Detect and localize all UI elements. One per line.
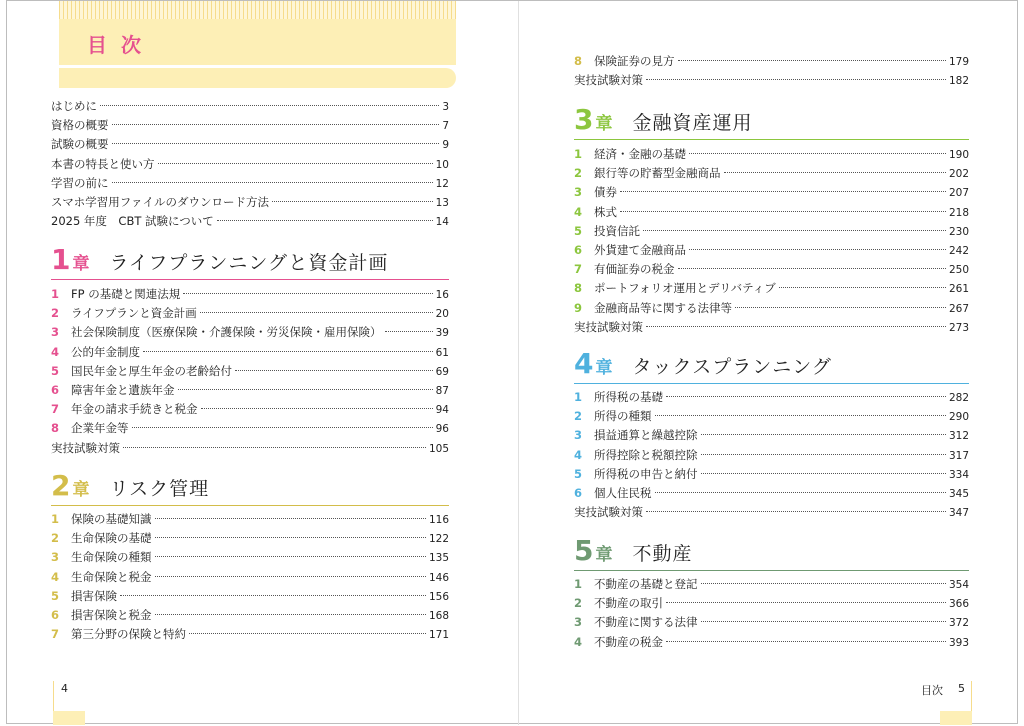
item-page: 7 <box>442 120 449 133</box>
dot-leader <box>643 229 946 231</box>
dot-leader <box>158 162 433 164</box>
item-number: 7 <box>574 262 583 277</box>
dot-leader <box>178 388 433 390</box>
dot-leader <box>143 350 433 352</box>
item-label: 生命保険と税金 <box>71 569 152 584</box>
item-number: 5 <box>51 588 60 603</box>
item-label: スマホ学習用ファイルのダウンロード方法 <box>51 195 270 209</box>
chapter1-item <box>51 362 449 381</box>
page-gutter <box>518 1 519 725</box>
dot-leader <box>155 575 426 577</box>
item-number: 3 <box>574 185 583 200</box>
page-number-right: 5 <box>958 682 965 695</box>
toc-title: 目次 <box>87 33 155 57</box>
item-page: 156 <box>428 590 449 603</box>
chapter2-item <box>51 587 449 606</box>
item-label: 実技試験対策 <box>574 73 643 87</box>
item-label: 不動産の税金 <box>594 634 663 649</box>
dot-leader <box>655 491 946 493</box>
item-label: 保険の基礎知識 <box>71 512 152 526</box>
dot-leader <box>646 510 946 512</box>
item-number: 4 <box>574 634 583 649</box>
item-page: 12 <box>435 177 449 190</box>
item-page: 61 <box>435 346 449 359</box>
chapter-title: タックスプランニング <box>632 356 832 378</box>
item-number: 4 <box>574 447 583 462</box>
chapter4-item <box>574 484 969 503</box>
item-page: 345 <box>948 488 969 500</box>
chapter2-item <box>51 548 449 567</box>
item-label: 年金の請求手続きと税金 <box>71 402 198 417</box>
chapter2-practice <box>574 71 969 90</box>
chapter3-item <box>574 241 969 260</box>
item-page: 354 <box>948 579 969 591</box>
chapter3-item <box>574 260 969 279</box>
item-label: 2025 年度 CBT 試験について <box>51 214 214 229</box>
item-label: 所得税の基礎 <box>594 390 663 404</box>
dot-leader <box>155 517 426 519</box>
item-number: 2 <box>574 409 583 424</box>
item-label: 金融商品等に関する法律等 <box>594 300 732 315</box>
dot-leader <box>100 104 439 106</box>
item-number: 1 <box>574 390 583 404</box>
folio-tab-right <box>940 711 972 725</box>
banner-main <box>59 19 456 65</box>
item-page: 290 <box>948 411 969 424</box>
chapter1-item <box>51 419 449 438</box>
chapter1-item <box>51 285 449 304</box>
chapter-number: 1 <box>51 243 71 276</box>
chapter5-item <box>574 613 969 632</box>
book-spread <box>6 0 1018 724</box>
item-page: 146 <box>428 571 449 584</box>
item-label: 社会保険制度（医療保険・介護保険・労災保険・雇用保険） <box>71 325 382 340</box>
dot-leader <box>701 472 946 474</box>
dot-leader <box>689 248 946 250</box>
dot-leader <box>200 311 433 313</box>
item-number: 1 <box>51 512 60 526</box>
item-number: 8 <box>574 281 583 296</box>
dot-leader <box>120 594 426 596</box>
item-label: FP の基礎と関連法規 <box>71 287 181 301</box>
chapter3-item <box>574 279 969 298</box>
item-page: 312 <box>948 430 969 443</box>
dot-leader <box>701 453 946 455</box>
item-label: 生命保険の種類 <box>71 550 152 565</box>
dot-leader <box>235 369 433 371</box>
item-page: 20 <box>435 308 449 321</box>
chapter1-practice <box>51 439 449 458</box>
chapter1-item <box>51 400 449 419</box>
item-page: 273 <box>948 321 969 334</box>
folio-line-right <box>971 681 972 711</box>
dot-leader <box>655 414 946 416</box>
item-label: 企業年金等 <box>71 421 129 436</box>
chapter4-item <box>574 388 969 407</box>
item-label: 国民年金と厚生年金の老齢給付 <box>71 363 232 378</box>
chapter4-item <box>574 465 969 484</box>
chapter-suffix: 章 <box>595 114 613 134</box>
dot-leader <box>385 330 433 332</box>
item-page: 69 <box>435 365 449 378</box>
item-page: 105 <box>428 442 449 455</box>
item-page: 9 <box>442 139 449 152</box>
item-number: 2 <box>51 306 60 321</box>
chapter-number: 4 <box>574 347 594 380</box>
item-label: 不動産に関する法律 <box>594 615 698 630</box>
chapter-suffix: 章 <box>72 254 90 274</box>
chapter-title: リスク管理 <box>109 478 210 500</box>
dot-leader <box>689 152 946 154</box>
chapter2-item <box>51 529 449 548</box>
item-label: 銀行等の貯蓄型金融商品 <box>594 166 721 181</box>
chapter-heading-4 <box>574 349 969 384</box>
item-page: 282 <box>948 392 969 404</box>
item-page: 122 <box>428 533 449 546</box>
item-number: 6 <box>574 486 583 500</box>
item-number: 2 <box>574 166 583 181</box>
dot-leader <box>779 286 946 288</box>
item-label: 不動産の取引 <box>594 596 663 611</box>
item-number: 5 <box>574 223 583 238</box>
item-page: 267 <box>948 302 969 315</box>
dot-leader <box>666 640 946 642</box>
dot-leader <box>155 536 426 538</box>
item-number: 3 <box>51 325 60 340</box>
item-label: 学習の前に <box>51 175 109 190</box>
chapter4-item <box>574 426 969 445</box>
chapter1-item <box>51 381 449 400</box>
item-page: 261 <box>948 283 969 296</box>
chapter3-item <box>574 203 969 222</box>
dot-leader <box>189 632 426 634</box>
item-label: 資格の概要 <box>51 118 109 133</box>
chapter-number: 3 <box>574 103 594 136</box>
item-page: 39 <box>435 327 449 340</box>
item-page: 135 <box>428 552 449 565</box>
item-label: はじめに <box>51 99 97 113</box>
item-label: 保険証券の見方 <box>594 54 675 68</box>
item-page: 182 <box>948 75 969 87</box>
chapter-suffix: 章 <box>72 480 90 500</box>
item-label: 実技試験対策 <box>574 505 643 520</box>
item-label: 経済・金融の基礎 <box>594 147 686 161</box>
chapter1-item <box>51 343 449 362</box>
item-label: 試験の概要 <box>51 137 109 152</box>
item-page: 372 <box>948 617 969 630</box>
chapter3-item <box>574 183 969 202</box>
item-label: 本書の特長と使い方 <box>51 156 155 171</box>
chapter4-practice <box>574 503 969 522</box>
item-label: 公的年金制度 <box>71 344 140 359</box>
item-number: 5 <box>51 363 60 378</box>
item-label: 債券 <box>594 185 617 200</box>
chapter3-item <box>574 145 969 164</box>
chapter3-practice <box>574 318 969 337</box>
item-number: 2 <box>51 531 60 546</box>
dot-leader <box>666 395 946 397</box>
dot-leader <box>112 181 433 183</box>
item-page: 218 <box>948 206 969 219</box>
item-page: 171 <box>428 629 449 642</box>
item-page: 87 <box>435 385 449 397</box>
dot-leader <box>217 219 433 221</box>
toc-banner <box>59 1 456 89</box>
chapter1-item <box>51 323 449 342</box>
chapter-title: 不動産 <box>632 543 693 565</box>
page-number-left: 4 <box>61 682 68 695</box>
item-label: 所得税の申告と納付 <box>594 466 698 481</box>
chapter-title: ライフプランニングと資金計画 <box>109 252 389 274</box>
dot-leader <box>132 426 433 428</box>
chapter-suffix: 章 <box>595 358 613 378</box>
item-number: 1 <box>574 577 583 591</box>
intro-item <box>51 193 449 212</box>
intro-item <box>51 212 449 231</box>
item-number: 7 <box>51 627 60 642</box>
item-number: 3 <box>574 428 583 443</box>
folio-line-left <box>53 681 54 711</box>
chapter-heading-3 <box>574 105 969 140</box>
item-label: 有価証券の税金 <box>594 262 675 277</box>
item-label: 所得控除と税額控除 <box>594 447 698 462</box>
item-label: 個人住民税 <box>594 486 652 500</box>
item-page: 190 <box>948 149 969 161</box>
chapter4-item <box>574 407 969 426</box>
dot-leader <box>646 325 946 327</box>
item-page: 3 <box>442 101 449 113</box>
chapter2-item <box>51 568 449 587</box>
chapter5-item <box>574 594 969 613</box>
item-page: 242 <box>948 245 969 257</box>
dot-leader <box>123 446 426 448</box>
chapter-heading-5 <box>574 536 969 571</box>
item-number: 1 <box>574 147 583 161</box>
item-number: 6 <box>51 383 60 397</box>
chapter2-item <box>51 625 449 644</box>
intro-item <box>51 116 449 135</box>
chapter-heading-2 <box>51 471 449 506</box>
intro-item <box>51 97 449 116</box>
chapter-suffix: 章 <box>595 545 613 565</box>
chapter2-item <box>51 510 449 529</box>
banner-stripes <box>59 1 456 19</box>
item-number: 6 <box>574 243 583 257</box>
dot-leader <box>724 171 946 173</box>
item-page: 96 <box>435 423 449 436</box>
item-label: 損害保険 <box>71 588 117 603</box>
folio-tab-left <box>53 711 85 725</box>
item-number: 6 <box>51 608 60 622</box>
dot-leader <box>112 123 440 125</box>
dot-leader <box>155 613 426 615</box>
item-label: 株式 <box>594 204 617 219</box>
chapter2-item <box>51 606 449 625</box>
dot-leader <box>678 267 946 269</box>
item-number: 9 <box>574 300 583 315</box>
item-number: 8 <box>574 54 583 68</box>
item-number: 2 <box>574 596 583 611</box>
item-page: 14 <box>435 216 449 229</box>
chapter5-item <box>574 575 969 594</box>
dot-leader <box>701 433 946 435</box>
item-label: 生命保険の基礎 <box>71 531 152 546</box>
item-label: 実技試験対策 <box>51 440 120 455</box>
chapter-number: 2 <box>51 469 71 502</box>
item-number: 4 <box>51 569 60 584</box>
dot-leader <box>735 306 946 308</box>
chapter1-item <box>51 304 449 323</box>
item-page: 202 <box>948 168 969 181</box>
item-label: 外貨建て金融商品 <box>594 243 686 257</box>
item-page: 179 <box>948 56 969 68</box>
item-number: 4 <box>574 204 583 219</box>
dot-leader <box>183 292 432 294</box>
item-label: 障害年金と遺族年金 <box>71 383 175 397</box>
dot-leader <box>701 582 946 584</box>
item-page: 250 <box>948 264 969 277</box>
chapter5-item <box>574 633 969 652</box>
dot-leader <box>678 59 946 61</box>
item-label: 不動産の基礎と登記 <box>594 577 698 591</box>
item-label: 損益通算と繰越控除 <box>594 428 698 443</box>
dot-leader <box>620 210 946 212</box>
chapter-number: 5 <box>574 534 594 567</box>
item-label: 実技試験対策 <box>574 319 643 334</box>
running-head-right: 目次 <box>921 684 943 697</box>
item-number: 4 <box>51 344 60 359</box>
dot-leader <box>646 78 946 80</box>
item-page: 347 <box>948 507 969 520</box>
item-page: 168 <box>428 610 449 622</box>
chapter2-item <box>574 52 969 71</box>
item-page: 16 <box>435 289 449 301</box>
item-page: 230 <box>948 225 969 238</box>
item-page: 10 <box>435 158 449 171</box>
dot-leader <box>701 620 946 622</box>
dot-leader <box>272 200 433 202</box>
chapter-title: 金融資産運用 <box>632 112 753 134</box>
item-label: ライフプランと資金計画 <box>71 306 197 321</box>
item-page: 317 <box>948 449 969 462</box>
item-page: 207 <box>948 187 969 200</box>
item-number: 3 <box>574 615 583 630</box>
item-page: 116 <box>428 514 449 526</box>
banner-bar <box>59 68 456 88</box>
item-page: 334 <box>948 468 969 481</box>
item-page: 366 <box>948 598 969 611</box>
item-label: 第三分野の保険と特約 <box>71 627 186 642</box>
intro-item <box>51 174 449 193</box>
item-label: ポートフォリオ運用とデリバティブ <box>594 281 776 296</box>
dot-leader <box>112 142 440 144</box>
chapter3-item <box>574 222 969 241</box>
item-page: 393 <box>948 636 969 649</box>
dot-leader <box>201 407 433 409</box>
chapter3-item <box>574 164 969 183</box>
intro-item <box>51 135 449 154</box>
intro-item <box>51 155 449 174</box>
dot-leader <box>666 601 946 603</box>
item-page: 94 <box>435 404 449 417</box>
item-number: 5 <box>574 466 583 481</box>
item-number: 8 <box>51 421 60 436</box>
item-page: 13 <box>435 197 449 209</box>
chapter4-item <box>574 446 969 465</box>
item-label: 投資信託 <box>594 223 640 238</box>
dot-leader <box>155 555 426 557</box>
chapter3-item <box>574 299 969 318</box>
item-number: 3 <box>51 550 60 565</box>
item-label: 損害保険と税金 <box>71 608 152 622</box>
item-number: 1 <box>51 287 60 301</box>
item-label: 所得の種類 <box>594 409 652 424</box>
chapter-heading-1 <box>51 245 449 280</box>
item-number: 7 <box>51 402 60 417</box>
dot-leader <box>620 190 946 192</box>
